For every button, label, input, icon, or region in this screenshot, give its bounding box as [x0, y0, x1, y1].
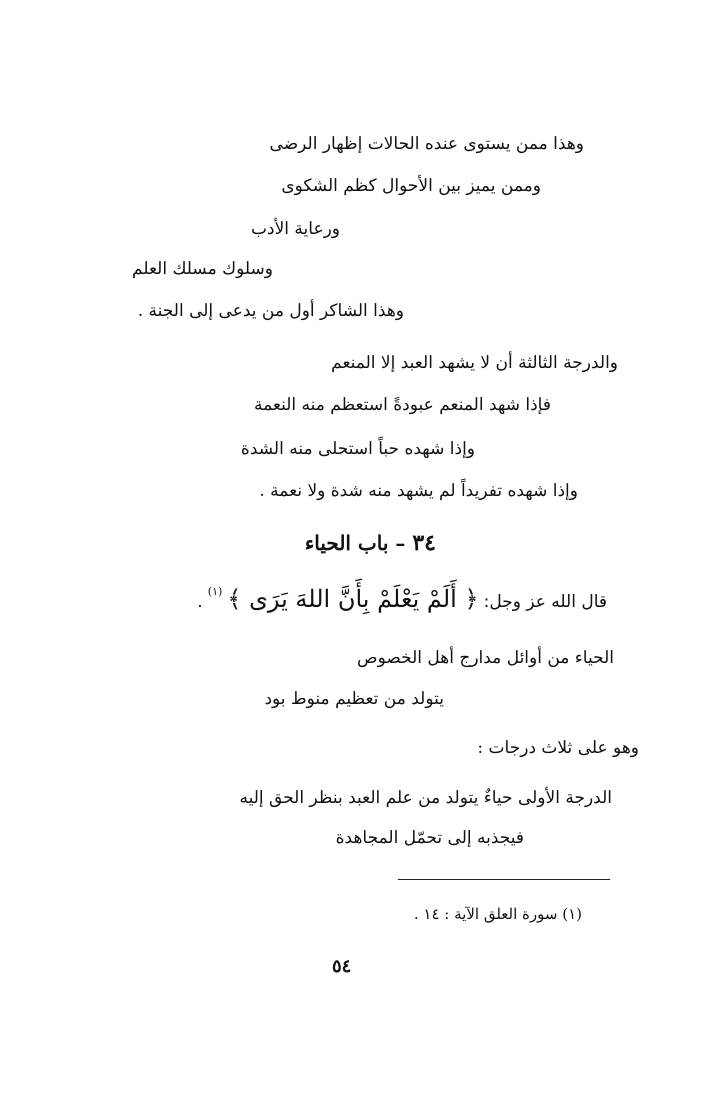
- text-line: ورعاية الأدب: [251, 219, 340, 239]
- verse-line: [197, 586, 607, 611]
- footnote-reference: (١): [207, 585, 223, 598]
- section-number: ٣٤: [412, 530, 436, 556]
- text-line: وهذا ممن يستوى عنده الحالات إظهار الرضى: [269, 134, 584, 154]
- text-line: فيجذبه إلى تحمّل المجاهدة: [335, 828, 524, 848]
- text-line: وهو على ثلاث درجات :: [477, 738, 639, 758]
- text-line: يتولد من تعظيم منوط بود: [264, 689, 444, 709]
- page-number: ٥٤: [332, 956, 352, 977]
- verse-intro: قال الله عز وجل:: [483, 592, 607, 612]
- text-line: وإذا شهده حباً استحلى منه الشدة: [240, 439, 475, 459]
- text-line: وهذا الشاكر أول من يدعى إلى الجنة .: [137, 301, 404, 321]
- section-dash: –: [395, 531, 406, 555]
- section-title: باب الحياء: [304, 531, 389, 555]
- footnote-divider: [398, 879, 610, 880]
- text-line: فإذا شهد المنعم عبودةً استعظم منه النعمة: [253, 395, 551, 415]
- text-line: وممن يميز بين الأحوال كظم الشكوى: [281, 176, 541, 196]
- text-line: والدرجة الثالثة أن لا يشهد العبد إلا المنعم: [331, 353, 618, 373]
- section-heading: [305, 532, 436, 554]
- footnote: (١) سورة العلق الآية : ١٤ .: [413, 905, 582, 923]
- text-line: الحياء من أوائل مدارج أهل الخصوص: [357, 648, 614, 668]
- text-line: الدرجة الأولى حياءٌ يتولد من علم العبد بنظر الحق إليه: [239, 788, 612, 808]
- text-line: وسلوك مسلك العلم: [132, 259, 273, 279]
- quran-verse: ﴿ أَلَمْ يَعْلَمْ بِأَنَّ اللهَ يَرَى ﴾: [227, 585, 479, 613]
- text-line: وإذا شهده تفريداً لم يشهد منه شدة ولا نعمة .: [259, 481, 578, 501]
- verse-end: .: [197, 592, 203, 612]
